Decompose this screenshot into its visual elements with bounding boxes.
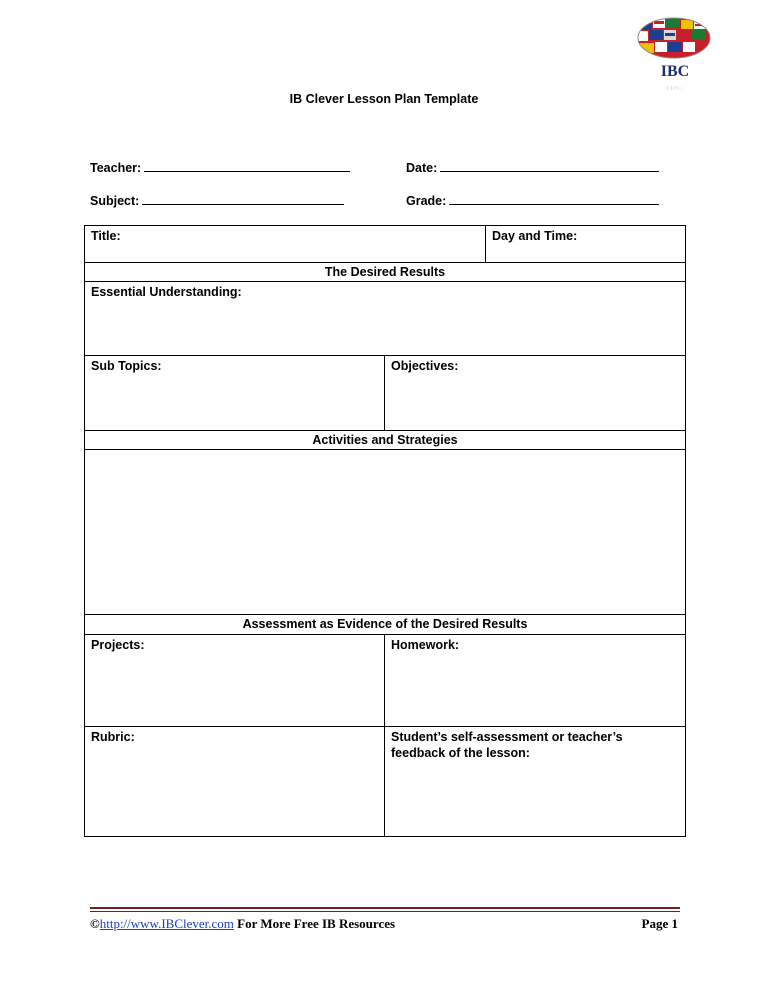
logo-text: IBC — [660, 63, 690, 80]
document-title: IB Clever Lesson Plan Template — [289, 92, 479, 106]
copyright-symbol: © — [90, 916, 100, 931]
self-assessment-cell[interactable] — [385, 727, 686, 837]
day-time-label: Day and Time: — [492, 229, 578, 243]
title-cell[interactable] — [85, 226, 486, 263]
flags-globe-icon — [636, 16, 714, 92]
footer-tagline: For More Free IB Resources — [233, 916, 396, 931]
projects-label: Projects: — [91, 638, 145, 652]
svg-text:IBC: IBC — [665, 84, 685, 92]
desired-results-header: The Desired Results — [85, 263, 686, 282]
subject-field — [90, 192, 344, 208]
sub-topics-cell[interactable] — [85, 356, 385, 431]
activities-header: Activities and Strategies — [85, 431, 686, 450]
activities-cell[interactable] — [85, 450, 686, 615]
objectives-label: Objectives: — [391, 359, 459, 373]
rubric-cell[interactable] — [85, 727, 385, 837]
self-assessment-label-line2: feedback of the lesson: — [391, 746, 530, 760]
grade-input-line[interactable] — [449, 192, 659, 205]
essential-understanding-label: Essential Understanding: — [91, 285, 242, 299]
essential-understanding-cell[interactable] — [85, 282, 686, 356]
grade-field — [406, 192, 659, 208]
day-time-cell[interactable] — [486, 226, 686, 263]
rubric-label: Rubric: — [91, 730, 135, 744]
projects-cell[interactable] — [85, 635, 385, 727]
date-input-line[interactable] — [440, 159, 659, 172]
homework-label: Homework: — [391, 638, 460, 652]
assessment-header: Assessment as Evidence of the Desired Results — [85, 615, 686, 635]
page-footer — [90, 916, 680, 932]
lesson-plan-table — [84, 225, 686, 837]
ibclever-link[interactable]: http://www.IBClever.com — [99, 916, 234, 931]
date-label: Date: — [406, 161, 438, 175]
date-field — [406, 159, 659, 175]
footer-divider — [90, 907, 680, 909]
footer-divider-thin — [90, 911, 680, 912]
title-label: Title: — [91, 229, 121, 243]
objectives-cell[interactable] — [385, 356, 686, 431]
teacher-input-line[interactable] — [144, 159, 350, 172]
subject-input-line[interactable] — [142, 192, 344, 205]
self-assessment-label-line1: Student’s self-assessment or teacher’s — [391, 730, 623, 744]
page-number: Page 1 — [641, 916, 678, 931]
sub-topics-label: Sub Topics: — [91, 359, 162, 373]
teacher-field — [90, 159, 350, 175]
homework-cell[interactable] — [385, 635, 686, 727]
subject-label: Subject: — [90, 194, 140, 208]
ibc-logo — [636, 16, 714, 92]
teacher-label: Teacher: — [90, 161, 142, 175]
grade-label: Grade: — [406, 194, 447, 208]
